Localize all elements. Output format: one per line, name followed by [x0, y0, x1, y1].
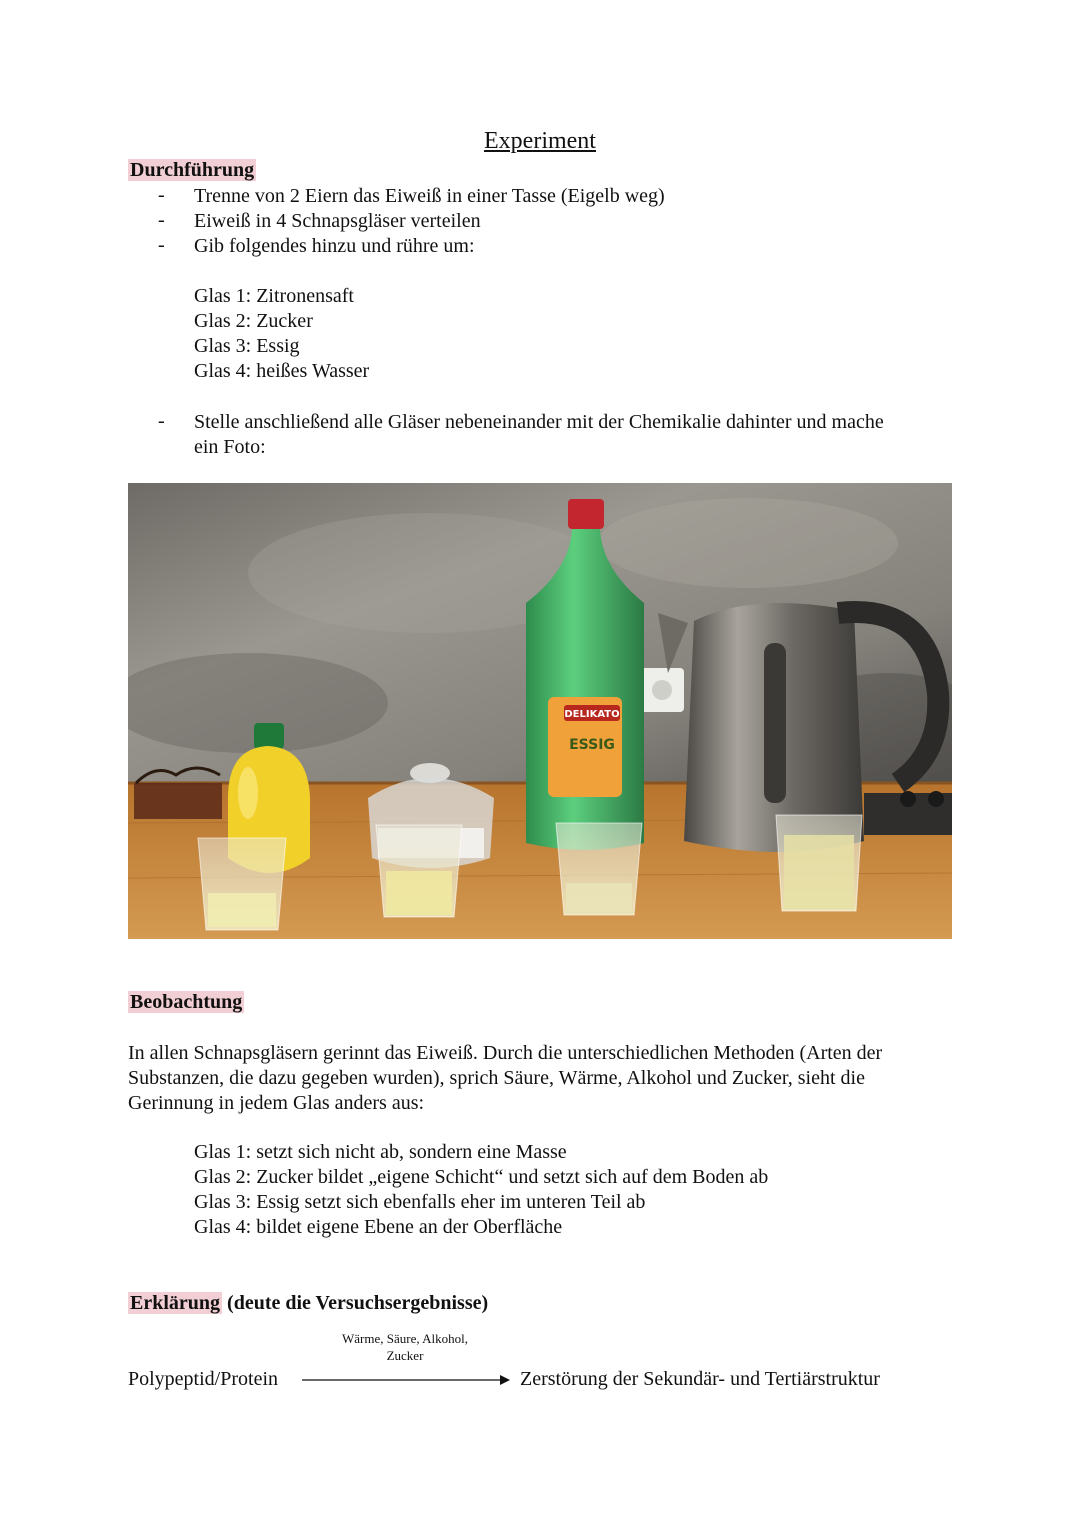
bullet-dash: -: [158, 410, 165, 432]
final-step-line2: ein Foto:: [194, 436, 266, 458]
arrow-label-line1: Wärme, Säure, Alkohol,: [342, 1331, 468, 1346]
durchfuehrung-heading: Durchführung: [130, 159, 255, 181]
glass-1-ingredient: Glas 1: Zitronensaft: [194, 285, 354, 307]
lemon-highlight: [238, 767, 258, 819]
reaction-from: Polypeptid/Protein: [128, 1368, 278, 1390]
result-glass-2: Glas 2: Zucker bildet „eigene Schicht“ und setzt sich auf dem Boden ab: [194, 1166, 769, 1188]
durchfuehrung-heading-wrap: [128, 158, 256, 182]
beobachtung-paragraph-line2: Substanzen, die dazu gegeben wurden), sprich Säure, Wärme, Alkohol und Zucker, sieht die: [128, 1067, 865, 1089]
arrow-label-line2: Zucker: [386, 1348, 424, 1363]
erklaerung-heading: Erklärung: [130, 1292, 221, 1314]
shot-glass-1: [198, 838, 286, 930]
stove-knob: [928, 791, 944, 807]
reaction-to: Zerstörung der Sekundär- und Tertiärstruktur: [520, 1368, 880, 1390]
glass-4-ingredient: Glas 4: heißes Wasser: [194, 360, 370, 382]
glass-2-ingredient: Glas 2: Zucker: [194, 310, 313, 332]
result-glass-1: Glas 1: setzt sich nicht ab, sondern eine Masse: [194, 1141, 567, 1163]
experiment-photo-svg: [128, 483, 952, 939]
shot-glass-3: [556, 823, 642, 915]
bullet-dash: -: [158, 234, 165, 256]
trivet: [134, 783, 222, 819]
beobachtung-heading: Beobachtung: [130, 991, 243, 1013]
step-3: Gib folgendes hinzu und rühre um:: [194, 235, 475, 257]
bullet-dash: -: [158, 209, 165, 231]
wall-texture: [598, 498, 898, 588]
beobachtung-paragraph-line1: In allen Schnapsgläsern gerinnt das Eiweiß. Durch die unterschiedlichen Methoden (Arten der: [128, 1042, 883, 1064]
final-step-line1: Stelle anschließend alle Gläser nebeneinander mit der Chemikalie dahinter und mache: [194, 411, 884, 433]
step-1: Trenne von 2 Eiern das Eiweiß in einer Tasse (Eigelb weg): [194, 185, 665, 207]
vinegar-label-text: ESSIG: [569, 737, 615, 753]
erklaerung-heading-rest: (deute die Versuchsergebnisse): [222, 1292, 489, 1314]
shot-glass-4: [776, 815, 862, 911]
reaction-arrow-icon: [300, 1372, 512, 1388]
step-2: Eiweiß in 4 Schnapsgläser verteilen: [194, 210, 481, 232]
stove-knob: [900, 791, 916, 807]
erklaerung-heading-wrap: [128, 1291, 488, 1315]
result-glass-3: Glas 3: Essig setzt sich ebenfalls eher im unteren Teil ab: [194, 1191, 646, 1213]
beobachtung-heading-wrap: [128, 990, 244, 1014]
beobachtung-paragraph-line3: Gerinnung in jedem Glas anders aus:: [128, 1092, 425, 1114]
experiment-photo: [128, 483, 952, 939]
vinegar-bottle-cap: [568, 499, 604, 529]
vinegar-brand: DELIKATO: [564, 709, 620, 720]
wall-socket-hole: [652, 680, 672, 700]
shot-glass-2: [376, 825, 462, 917]
glass-3-ingredient: Glas 3: Essig: [194, 335, 300, 357]
result-glass-4: Glas 4: bildet eigene Ebene an der Oberfläche: [194, 1216, 563, 1238]
bullet-dash: -: [158, 184, 165, 206]
lemon-bottle-cap: [254, 723, 284, 749]
page-title: Experiment: [484, 128, 596, 154]
kettle-water-window: [764, 643, 786, 803]
